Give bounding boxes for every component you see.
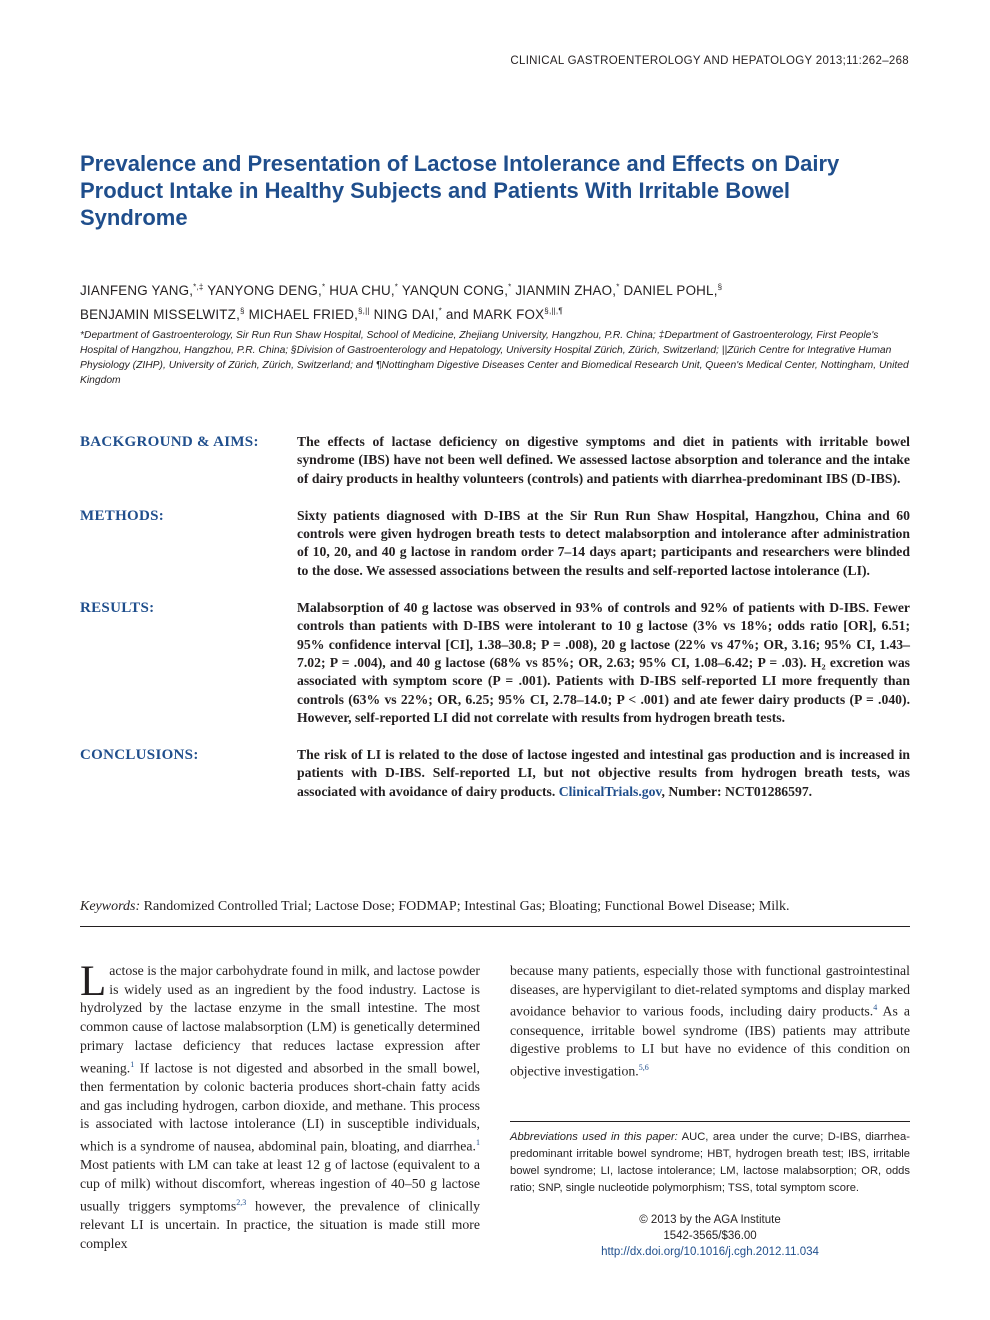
journal-header: CLINICAL GASTROENTEROLOGY AND HEPATOLOGY 2013;11:262–268 <box>510 55 909 67</box>
author: MICHAEL FRIED,§,|| <box>248 306 370 322</box>
dropcap: L <box>80 958 107 1005</box>
section-label: BACKGROUND & AIMS: <box>80 434 259 450</box>
divider <box>80 926 910 927</box>
article-title: Prevalence and Presentation of Lactose Intolerance and Effects on Dairy Product Intake in Healthy Subjects and Patients With Irritable Bowel Syndrome <box>80 151 840 230</box>
citation[interactable]: 1 <box>476 1137 480 1147</box>
author: BENJAMIN MISSELWITZ,§ <box>80 306 245 322</box>
clinicaltrials-link[interactable]: ClinicalTrials.gov <box>558 783 662 799</box>
section-label: CONCLUSIONS: <box>80 747 199 764</box>
author: YANYONG DENG,* <box>207 283 326 299</box>
abstract-background <box>80 433 910 488</box>
publication-meta <box>510 1212 910 1260</box>
citation[interactable]: 1 <box>130 1059 135 1069</box>
abbreviations-text: AUC, area under the curve; D-IBS, diarrhea-predominant irritable bowel syndrome; HBT, hydrogen breath test; IBS, irritable bowel syndrome; LI, lactose intolerance; LM, lactose malabsorption; OR, odds ratio; SNP, single nucleotide polymorphism; TSS, total symptom score. <box>510 1131 910 1194</box>
author: NING DAI,* <box>373 306 442 322</box>
keywords <box>80 897 910 917</box>
copyright: © 2013 by the AGA Institute <box>639 1214 781 1226</box>
author: YANQUN CONG,* <box>401 283 512 299</box>
abstract <box>80 433 910 820</box>
abbreviations-label: Abbreviations used in this paper: <box>510 1131 678 1143</box>
doi-link[interactable]: http://dx.doi.org/10.1016/j.cgh.2012.11.034 <box>601 1246 819 1258</box>
body-column-left: Lactose is the major carbohydrate found in milk, and lactose powder is widely used as an ingredient by the food industry. Lactose is hydrolyzed by the lactase enzyme in the small intestine. The most common cause of lactose malabsorption (LM) is genetically determined primary lactase deficiency that reduces lactase expression after weaning.$^1$ If lactose is not digested and absorbed in the small bowel, then fermentation by colonic bacteria produces short-chain fatty acids and gas including hydrogen, carbon dioxide, and methane. This process is associated with lactose intolerance (LI) in susceptible individuals, which is a syndrome of nausea, abdominal pain, bloating, and diarrhea.$^1$ Most patients with LM can take at least 12 g of lactose (equivalent to a cup of milk) without discomfort, whereas ingestion of 40–50 g lactose usually triggers symptoms$^{2,3}$ however, the prevalence of clinically relevant LI is uncertain. In practice, the situation is made still more complex <box>80 958 480 1251</box>
section-label: METHODS: <box>80 507 165 524</box>
issn-price: 1542-3565/$36.00 <box>663 1230 757 1242</box>
abbreviations <box>510 1121 910 1197</box>
section-text: The risk of LI is related to the dose of lactose ingested and intestinal gas production and is increased in patients with D-IBS. Self-reported LI, but not objective results from hydrogen breath tests, was associated with avoidance of dairy products. ClinicalTrials.gov, Number: NCT01286597. <box>297 747 910 799</box>
section-text: Sixty patients diagnosed with D-IBS at the Sir Run Run Shaw Hospital, Hangzhou, China and 60 controls were given hydrogen breath tests to detect malabsorption and intolerance after administration of 10, 20, and 40 g lactose in random order 7–14 days apart; participants and researchers were blinded to the dose. We assessed associations between the results and self-reported lactose intolerance (LI). <box>297 507 910 578</box>
author: JIANFENG YANG,*,‡ <box>80 283 204 299</box>
citation[interactable]: 5,6 <box>638 1063 649 1073</box>
citation[interactable]: 4 <box>873 1003 878 1013</box>
author: HUA CHU,* <box>329 283 399 299</box>
author: and MARK FOX§,||,¶ <box>445 306 563 322</box>
abstract-results <box>80 599 910 727</box>
author: DANIEL POHL,§ <box>623 283 723 299</box>
keywords-text: Randomized Controlled Trial; Lactose Dose; FODMAP; Intestinal Gas; Bloating; Functional Bowel Disease; Milk. <box>143 899 790 914</box>
abstract-conclusions <box>80 746 910 801</box>
section-text: Malabsorption of 40 g lactose was observed in 93% of controls and 92% of patients with D-IBS. Fewer controls than patients with D-IBS were intolerant to 10 g lactose (3% vs 18%; odds ratio [OR], 6.51; 95% confidence interval [CI], 1.38–30.8; P = .008), 20 g lactose (22% vs 47%; OR, 3.16; 95% CI, 1.43–7.02; P = .004), and 40 g lactose (68% vs 85%; OR, 2.63; 95% CI, 1.08–6.42; P = .03). H₂ excretion was associated with symptom score (P = .001). Patients with D-IBS self-reported LI more frequently than controls (63% vs 22%; OR, 6.25; 95% CI, 2.78–14.0; P < .001) and ate fewer dairy products (P = .040). However, self-reported LI did not correlate with results from hydrogen breath tests. <box>297 600 910 725</box>
abstract-methods <box>80 507 910 580</box>
section-text: The effects of lactase deficiency on digestive symptoms and diet in patients with irritable bowel syndrome (IBS) have not been well defined. We assessed lactose absorption and tolerance and the intake of dairy products in healthy volunteers (controls) and patients with diarrhea-predominant IBS (D-IBS). <box>297 434 910 486</box>
author-list <box>80 278 910 325</box>
author: JIANMIN ZHAO,* <box>515 283 620 299</box>
section-label: RESULTS: <box>80 600 155 617</box>
citation[interactable]: 2,3 <box>236 1197 247 1207</box>
keywords-label: Keywords: <box>80 899 141 914</box>
affiliations: *Department of Gastroenterology, Sir Run Run Shaw Hospital, School of Medicine, Zhejiang University, Hangzhou, P.R. China; ‡Department of Gastroenterology, First People's Hospital of Hangzhou, Hangzhou, P.R. China; §Division of Gastroenterology and Hepatology, University Hospital Zürich, Zürich, Switzerland; ||Zürich Centre for Integrative Human Physiology (ZIHP), University of Zürich, Zürich, Switzerland; and ¶Nottingham Digestive Diseases Center and Biomedical Research Unit, Queen's Medical Center, Nottingham, United Kingdom <box>80 330 909 386</box>
body-column-right: because many patients, especially those with functional gastrointestinal diseases, are hypervigilant to diet-related symptoms and display marked avoidance behavior to various foods, including dairy products.$^4$ As a consequence, irritable bowel syndrome (IBS) patients may attribute digestive problems to LI but have no evidence of this condition on objective investigation.$^{5,6}$ <box>510 963 911 1079</box>
